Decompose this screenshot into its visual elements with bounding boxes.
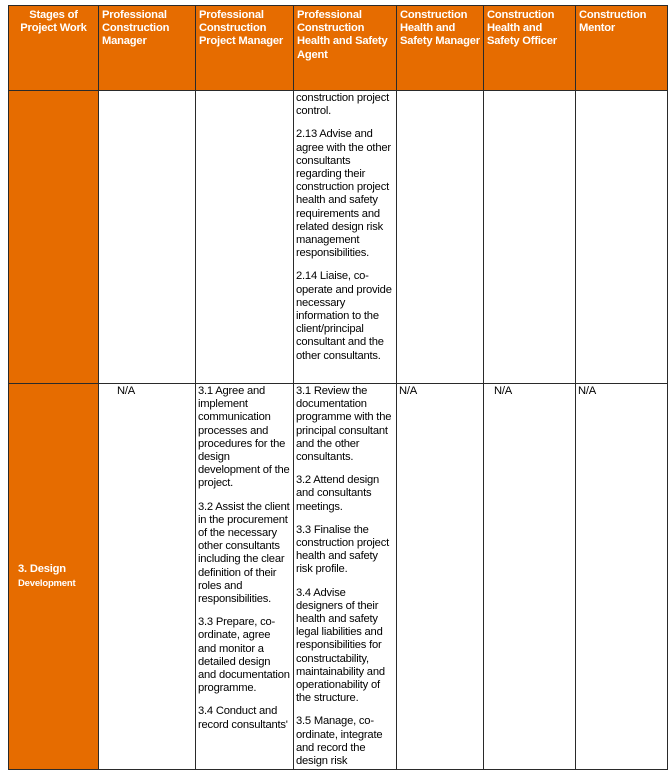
stage-cell [9,91,99,384]
project-manager-cell [196,91,294,384]
list-item: 3.4 Conduct and record consultants' [198,705,288,731]
stage-cell [9,384,99,770]
hs-agent-cell [294,384,397,770]
construction-manager-cell: N/A [99,384,196,770]
header-construction-manager: Professional Construction Manager [99,6,196,91]
header-stages: Stages of Project Work [9,6,99,91]
header-project-manager: Professional Construction Project Manager [196,6,294,91]
header-hs-manager: Construction Health and Safety Manager [397,6,484,91]
hs-manager-cell [397,91,484,384]
header-mentor: Construction Mentor [576,6,668,91]
hs-officer-cell: N/A [484,384,576,770]
hs-manager-cell: N/A [397,384,484,770]
construction-manager-cell [99,91,196,384]
responsibilities-table [8,5,668,770]
list-item: 3.1 Agree and implement communication processes and procedures for the design development of the project. [198,385,290,490]
list-item: 2.14 Liaise, co-operate and provide necessary information to the client/principal consultant and the other consultants. [296,270,392,362]
list-item: 3.3 Prepare, co-ordinate, agree and monitor a detailed design and documentation programme. [198,616,290,695]
stage-subtitle: Development [18,577,76,589]
table-row [9,91,668,384]
stage-title: 3. Design [18,563,66,576]
header-row [9,6,668,91]
header-hs-agent: Professional Construction Health and Safety Agent [294,6,397,91]
table-row [9,384,668,770]
list-item: 2.13 Advise and agree with the other consultants regarding their construction project health and safety requirements and related design risk management responsibilities. [296,128,391,260]
project-manager-cell [196,384,294,770]
list-item: 3.3 Finalise the construction project health and safety risk profile. [296,523,390,576]
list-item: 3.2 Attend design and consultants meetings. [296,474,380,513]
list-item: 3.1 Review the documentation programme with the principal consultant and the other consultants. [296,385,392,464]
mentor-cell [576,91,668,384]
list-item: 3.5 Manage, co-ordinate, integrate and record the design risk [296,715,383,768]
mentor-cell: N/A [576,384,668,770]
list-item: 3.2 Assist the client in the procurement of the necessary other consultants including the clear definition of their roles and responsibilities. [198,500,290,606]
list-item: 3.4 Advise designers of their health and safety legal liabilities and responsibilities for constructability, maintainability and operationability of the structure. [296,586,385,705]
list-item: construction project control. [296,92,390,118]
hs-agent-cell [294,91,397,384]
hs-officer-cell [484,91,576,384]
header-hs-officer: Construction Health and Safety Officer [484,6,576,91]
